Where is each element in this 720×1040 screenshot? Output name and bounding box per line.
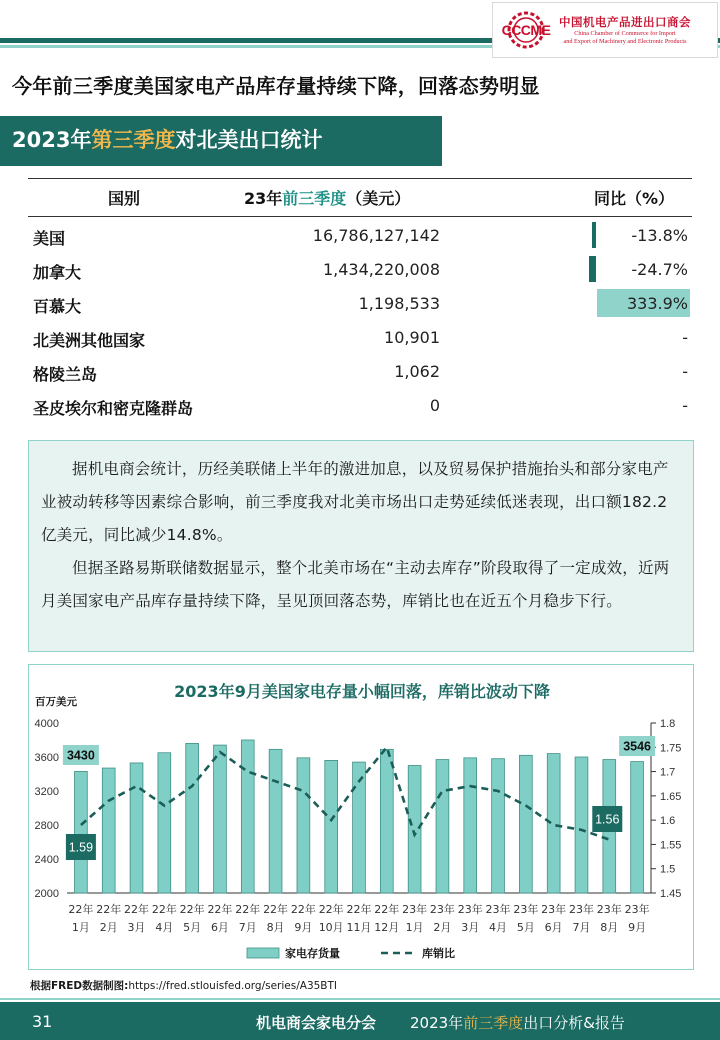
x-tick-month: 7月 <box>238 921 257 934</box>
page-number: 31 <box>32 1012 53 1031</box>
section-title-rest: 对北美出口统计 <box>175 128 323 152</box>
chart-title: 2023年9月美国家电存量小幅回落，库销比波动下降 <box>174 682 550 701</box>
x-tick-year: 23年 <box>513 903 539 916</box>
inventory-bar <box>186 743 199 893</box>
section-title-quarter: 第三季度 <box>91 128 176 152</box>
x-tick-month: 9月 <box>294 921 313 934</box>
table-row-yoy: 333.9% <box>626 294 688 313</box>
logo-en-2: and Export of Machinery and Electronic Products <box>563 38 687 45</box>
table-rule-mid <box>28 216 692 217</box>
inventory-bar <box>519 755 532 893</box>
x-tick-month: 11月 <box>346 921 372 934</box>
table-header-country: 国别 <box>108 189 141 208</box>
header-band <box>0 0 490 40</box>
footer-report-year: 2023年 <box>410 1014 464 1032</box>
x-tick-year: 22年 <box>346 903 372 916</box>
footer-report-title <box>410 1012 625 1033</box>
x-tick-year: 22年 <box>374 903 400 916</box>
table-row-yoy: - <box>682 396 688 415</box>
source-label: 根据FRED数据制图: <box>30 980 129 992</box>
footer-org: 机电商会家电分会 <box>256 1014 377 1032</box>
y-tick-label: 3200 <box>34 786 59 798</box>
inventory-bar <box>214 745 227 893</box>
x-tick-year: 22年 <box>68 903 94 916</box>
x-tick-month: 4月 <box>155 921 174 934</box>
x-tick-month: 5月 <box>183 921 202 934</box>
table-row-value: 1,434,220,008 <box>322 260 440 279</box>
inventory-bar <box>408 766 421 894</box>
x-tick-month: 3月 <box>127 921 146 934</box>
y2-tick-label: 1.65 <box>660 790 682 803</box>
x-tick-year: 23年 <box>485 903 511 916</box>
bar-data-label-first: 3430 <box>66 748 95 763</box>
y2-tick-label: 1.75 <box>660 742 682 755</box>
chart-svg <box>29 665 695 971</box>
x-tick-year: 22年 <box>207 903 233 916</box>
cccme-logo <box>492 2 718 58</box>
logo-mark-text: CCCME <box>501 22 551 38</box>
table-row-country: 美国 <box>33 229 66 248</box>
yoy-bar <box>589 256 596 282</box>
table-header-value-period: 前三季度 <box>282 189 347 208</box>
y2-tick-label: 1.45 <box>660 888 682 900</box>
x-tick-year: 22年 <box>124 903 150 916</box>
x-tick-year: 23年 <box>624 903 650 916</box>
section-title-year: 2023年 <box>12 128 92 152</box>
table-row-country: 圣皮埃尔和密克隆群岛 <box>33 399 194 418</box>
table-header-value-year: 23年 <box>244 189 283 208</box>
y2-tick-label: 1.5 <box>660 863 676 876</box>
logo-en-1: China Chamber of Commerce for Import <box>574 30 676 37</box>
line-data-label-last: 1.56 <box>595 812 620 827</box>
table-row-value: 1,198,533 <box>358 294 440 313</box>
source-url: https://fred.stlouisfed.org/series/A35BTI <box>128 980 338 992</box>
table-header-value-unit: （美元） <box>346 189 411 208</box>
logo-cn: 中国机电产品进出口商会 <box>559 15 691 29</box>
x-tick-month: 1月 <box>71 921 90 934</box>
table-row-country: 加拿大 <box>33 263 82 282</box>
commentary-paragraph-1: 据机电商会统计，历经美联储上半年的激进加息，以及贸易保护措施抬头和部分家电产业被动转移等因素综合影响，前三季度我对北美市场出口走势延续低迷表现，出口额182.2亿美元，同比减少14.8%。 <box>41 460 669 544</box>
table-rule-top <box>28 178 692 179</box>
page-headline: 今年前三季度美国家电产品库存量持续下降，回落态势明显 <box>12 74 540 98</box>
section-title <box>12 124 322 154</box>
inventory-bar <box>492 759 505 893</box>
inventory-bar <box>130 763 143 893</box>
x-tick-month: 3月 <box>461 921 480 934</box>
x-tick-month: 7月 <box>572 921 591 934</box>
x-tick-year: 22年 <box>96 903 122 916</box>
x-tick-year: 22年 <box>179 903 205 916</box>
y-tick-label: 2400 <box>34 854 59 866</box>
bar-data-label-last: 3546 <box>623 739 652 754</box>
table-row-country: 格陵兰岛 <box>33 365 98 384</box>
x-tick-year: 22年 <box>263 903 289 916</box>
inventory-bar <box>297 758 310 893</box>
y-tick-label: 4000 <box>34 718 59 730</box>
inventory-bar <box>269 749 282 893</box>
x-tick-month: 12月 <box>374 921 400 934</box>
x-tick-year: 23年 <box>568 903 594 916</box>
inventory-bar <box>436 760 449 893</box>
x-tick-year: 22年 <box>318 903 344 916</box>
inventory-bar <box>75 771 88 893</box>
y2-tick-label: 1.8 <box>660 718 676 730</box>
x-tick-month: 8月 <box>600 921 619 934</box>
table-row-value: 0 <box>429 396 440 415</box>
y-tick-label: 3600 <box>34 752 59 764</box>
y2-tick-label: 1.6 <box>660 815 676 828</box>
yoy-bar <box>592 222 596 248</box>
source-note <box>30 978 337 993</box>
x-tick-month: 1月 <box>405 921 424 934</box>
x-tick-year: 23年 <box>541 903 567 916</box>
table-row-yoy: -13.8% <box>631 226 688 245</box>
table-row-country: 百慕大 <box>33 297 82 316</box>
table-header-yoy: 同比（%） <box>594 189 675 208</box>
x-tick-year: 23年 <box>402 903 428 916</box>
commentary-box <box>28 440 694 652</box>
x-tick-month: 6月 <box>210 921 229 934</box>
x-tick-month: 8月 <box>266 921 285 934</box>
inventory-bar <box>575 757 588 893</box>
inventory-bar <box>380 749 393 893</box>
table-row-value: 1,062 <box>394 362 440 381</box>
inventory-bar <box>102 768 115 893</box>
table-row-country: 北美洲其他国家 <box>33 331 146 350</box>
x-tick-month: 2月 <box>99 921 118 934</box>
x-tick-month: 9月 <box>628 921 647 934</box>
x-tick-year: 23年 <box>596 903 622 916</box>
chart-y-axis-label: 百万美元 <box>35 696 77 708</box>
line-data-label-first: 1.59 <box>68 840 94 855</box>
x-tick-year: 23年 <box>429 903 455 916</box>
x-tick-year: 22年 <box>151 903 177 916</box>
x-tick-month: 5月 <box>516 921 535 934</box>
inventory-chart <box>28 664 694 970</box>
footer-rule <box>0 998 720 1000</box>
table-row-yoy: - <box>682 328 688 347</box>
x-tick-year: 22年 <box>235 903 261 916</box>
table-row-value: 10,901 <box>384 328 440 347</box>
x-tick-month: 6月 <box>544 921 563 934</box>
footer-report-period: 前三季度 <box>463 1014 524 1032</box>
inventory-bar <box>241 740 254 893</box>
x-tick-month: 4月 <box>489 921 508 934</box>
x-tick-month: 2月 <box>433 921 452 934</box>
legend-line-label: 库销比 <box>422 947 455 960</box>
y-tick-label: 2800 <box>34 820 59 832</box>
table-header-value <box>244 186 410 209</box>
inventory-bar <box>325 760 338 893</box>
table-row-value: 16,786,127,142 <box>312 226 440 245</box>
legend-bar-swatch <box>247 948 279 958</box>
commentary-paragraph-2: 但据圣路易斯联储数据显示，整个北美市场在“主动去库存”阶段取得了一定成效，近两月美国家电产品库存量持续下降，呈见顶回落态势，库销比也在近五个月稳步下行。 <box>41 559 670 610</box>
y2-tick-label: 1.7 <box>660 766 676 779</box>
x-tick-year: 22年 <box>290 903 316 916</box>
table-row-yoy: - <box>682 362 688 381</box>
legend-bar-label: 家电存货量 <box>285 947 340 960</box>
y-tick-label: 2000 <box>34 888 59 900</box>
cccme-logo-mark <box>497 10 555 50</box>
inventory-bar <box>464 758 477 893</box>
x-tick-month: 10月 <box>318 921 344 934</box>
footer-report-rest: 出口分析&报告 <box>523 1014 625 1032</box>
inventory-bar <box>158 753 171 893</box>
x-tick-year: 23年 <box>457 903 483 916</box>
table-row-yoy: -24.7% <box>631 260 688 279</box>
inventory-bar <box>631 762 644 893</box>
y2-tick-label: 1.55 <box>660 839 682 852</box>
